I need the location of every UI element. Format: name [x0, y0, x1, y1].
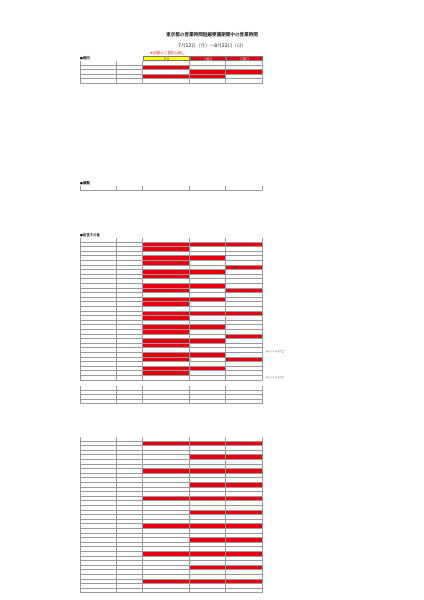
sunday-hours-cell	[226, 376, 263, 381]
meal-type-cell	[117, 376, 143, 381]
saturday-hours-cell	[190, 376, 226, 381]
sunday-hours-cell	[226, 400, 263, 405]
section-label-yakiniku: ●焼肉	[80, 56, 90, 60]
weekday-hours-cell	[143, 376, 190, 381]
saturday-hours-cell	[190, 186, 226, 191]
weekday-hours-cell	[143, 79, 190, 84]
table-row	[80, 400, 263, 405]
store-hours-table	[80, 0, 263, 600]
table-row	[80, 376, 263, 381]
saturday-hours-cell	[190, 589, 226, 594]
table-row	[80, 186, 263, 191]
table-row	[80, 589, 263, 594]
store-name-cell	[80, 79, 117, 84]
document-title: 東京都の営業時間短縮要請期間中の営業時間	[166, 33, 258, 38]
period-text: 7月12日（月）～8月22日（日）	[177, 44, 247, 49]
table-row	[80, 79, 263, 84]
meal-type-cell	[117, 79, 143, 84]
sunday-hours-cell	[226, 186, 263, 191]
weekday-hours-cell	[143, 400, 190, 405]
weekday-hours-cell	[143, 589, 190, 594]
store-name-cell	[80, 186, 117, 191]
sunday-hours-cell	[226, 589, 263, 594]
saturday-hours-cell	[190, 400, 226, 405]
column-header-weekday: 平日	[143, 56, 190, 61]
saturday-hours-cell	[190, 79, 226, 84]
meal-type-cell	[117, 186, 143, 191]
store-name-cell	[80, 400, 117, 405]
column-header-saturday: 土曜日	[190, 56, 226, 61]
weekday-hours-cell	[143, 186, 190, 191]
store-name-cell	[80, 589, 117, 594]
meal-type-cell	[117, 400, 143, 405]
section-label-washoku: ●和食その他	[80, 233, 100, 237]
section-label-menrui: ●麺類	[80, 181, 90, 185]
store-name-cell	[80, 376, 117, 381]
column-header-sunday: 日曜日	[226, 56, 263, 61]
side-note: ※ランチのみ営業	[266, 350, 285, 353]
sunday-hours-cell	[226, 79, 263, 84]
meal-type-cell	[117, 589, 143, 594]
notice-text: ※酒類のご提供は無し	[150, 51, 186, 55]
side-note: ※ランチのみ営業	[266, 376, 285, 379]
